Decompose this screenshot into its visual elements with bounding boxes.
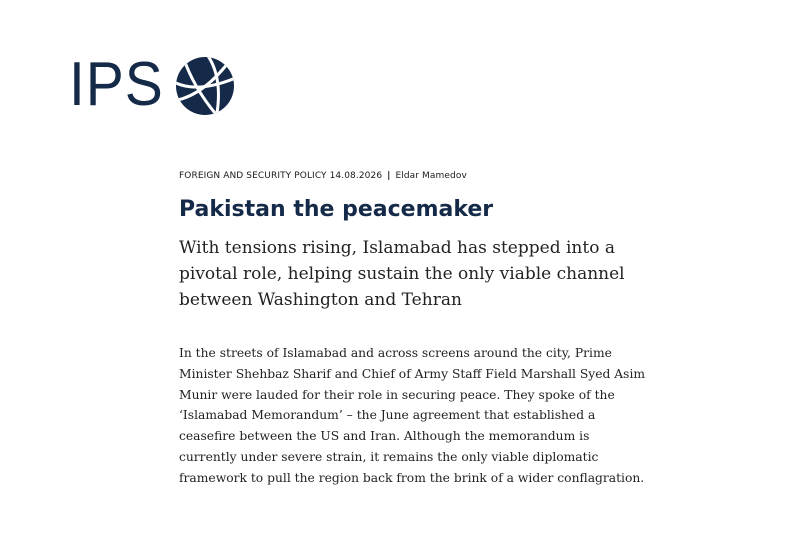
article-category[interactable]: FOREIGN AND SECURITY POLICY (179, 171, 327, 181)
article-title: Pakistan the peacemaker (179, 197, 494, 222)
article-author[interactable]: Eldar Mamedov (395, 171, 467, 181)
globe-icon (176, 57, 234, 115)
article (179, 170, 649, 489)
logo-wordmark: IPS (69, 50, 164, 119)
article-date: 14.08.2026 (329, 171, 383, 181)
article-meta (179, 170, 649, 183)
article-lede: With tensions rising, Islamabad has stepped into a pivotal role, helping sustain the only viable channel between Washington and Tehran (179, 238, 625, 310)
site-logo[interactable] (69, 50, 172, 119)
meta-separator: | (387, 171, 391, 181)
article-body-paragraph: In the streets of Islamabad and across screens around the city, Prime Minister Shehbaz Sharif and Chief of Army Staff Field Marshall Syed Asim Munir were lauded for their role in securing peace. They spoke of the ‘Islamabad Memorandum’ – the June agreement that established a ceasefire between the US and Iran. Although the memorandum is currently under severe strain, it remains the only viable diplomatic framework to pull the region back from the brink of a wider conflagration. (179, 346, 646, 485)
